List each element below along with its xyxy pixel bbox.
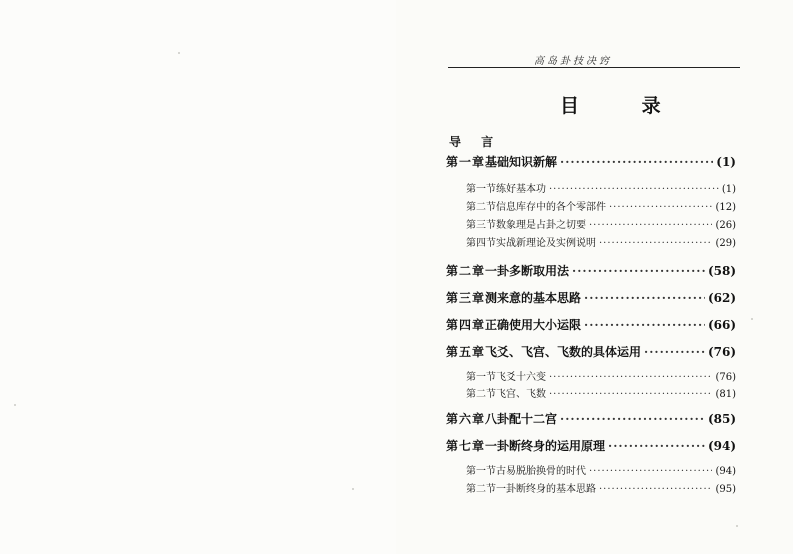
toc-chapter-entry[interactable]: [446, 262, 736, 279]
entry-page-number: (94): [707, 439, 736, 453]
toc-chapter-entry[interactable]: [446, 410, 736, 427]
entry-number: 第六章: [446, 412, 486, 426]
dot-leader: [608, 439, 705, 453]
toc-chapter-entry[interactable]: [446, 343, 736, 360]
entry-page-number: (76): [707, 345, 736, 359]
entry-title: 测来意的基本思路: [485, 291, 582, 305]
entry-title: 一卦多断取用法: [485, 264, 570, 278]
entry-number: 第四章: [446, 318, 486, 332]
toc-section-entry[interactable]: [466, 234, 736, 249]
entry-title: 八卦配十二宫: [485, 412, 558, 426]
entry-title: 信息库存中的各个零部件: [496, 202, 606, 213]
toc-chapter-entry[interactable]: [446, 316, 736, 333]
entry-title: 飞爻十六变: [496, 372, 546, 383]
entry-page-number: (95): [715, 484, 736, 495]
entry-title: 练好基本功: [496, 184, 546, 195]
toc-chapter-entry[interactable]: [446, 289, 736, 306]
dot-leader: [589, 220, 712, 231]
dot-leader: [572, 264, 705, 278]
dot-leader: [549, 389, 712, 400]
toc-section-entry[interactable]: [466, 198, 736, 213]
toc-section-entry[interactable]: [466, 368, 736, 383]
dot-leader: [644, 345, 705, 359]
dot-leader: [589, 466, 712, 477]
dot-leader: [549, 372, 712, 383]
entry-number: 第二章: [446, 264, 486, 278]
entry-title: 一卦断终身的基本思路: [496, 484, 596, 495]
entry-number: 第三节: [466, 220, 496, 231]
entry-title: 飞爻、飞宫、飞数的具体运用: [485, 345, 642, 359]
toc-chapter-entry[interactable]: [446, 153, 736, 170]
entry-page-number: (66): [707, 318, 736, 332]
entry-number: 第七章: [446, 439, 486, 453]
entry-number: 第一节: [466, 466, 496, 477]
entry-number: 第二节: [466, 484, 496, 495]
entry-number: 第四节: [466, 238, 496, 249]
entry-page-number: (58): [707, 264, 736, 278]
entry-page-number: (85): [707, 412, 736, 426]
entry-page-number: (81): [715, 389, 736, 400]
entry-title: 基础知识新解: [485, 155, 558, 169]
dot-leader: [584, 291, 705, 305]
entry-page-number: (62): [707, 291, 736, 305]
dot-leader: [560, 412, 705, 426]
entry-number: 第三章: [446, 291, 486, 305]
toc-section-entry[interactable]: [466, 180, 736, 195]
toc-section-entry[interactable]: [466, 462, 736, 477]
toc-title: 目 录: [560, 95, 689, 117]
entry-number: 第二节: [466, 202, 496, 213]
entry-page-number: (94): [715, 466, 736, 477]
toc-section-entry[interactable]: [466, 385, 736, 400]
dot-leader: [584, 318, 705, 332]
dot-leader: [599, 484, 712, 495]
entry-page-number: (1): [721, 184, 736, 195]
entry-title: 数象理是占卦之切要: [496, 220, 586, 231]
entry-title: 实战新理论及实例说明: [496, 238, 596, 249]
entry-title: 一卦断终身的运用原理: [485, 439, 606, 453]
entry-title: 飞宫、飞数: [496, 389, 546, 400]
entry-page-number: (12): [715, 202, 736, 213]
dot-leader: [609, 202, 712, 213]
entry-page-number: (1): [716, 155, 736, 169]
entry-number: 第一节: [466, 372, 496, 383]
dot-leader: [599, 238, 712, 249]
toc-chapter-entry[interactable]: [446, 437, 736, 454]
dot-leader: [560, 155, 713, 169]
entry-page-number: (29): [715, 238, 736, 249]
running-head: 高岛卦技决窍: [534, 56, 612, 67]
entry-number: 第一章: [446, 155, 486, 169]
entry-page-number: (26): [715, 220, 736, 231]
entry-number: 第二节: [466, 389, 496, 400]
entry-page-number: (76): [715, 372, 736, 383]
toc-section-entry[interactable]: [466, 480, 736, 495]
entry-title: 正确使用大小运限: [485, 318, 582, 332]
entry-number: 第五章: [446, 345, 486, 359]
dot-leader: [549, 184, 719, 195]
entry-number: 第一节: [466, 184, 496, 195]
entry-title: 古易脱胎换骨的时代: [496, 466, 586, 477]
toc-section-entry[interactable]: [466, 216, 736, 231]
toc-intro[interactable]: 导 言: [449, 135, 502, 149]
